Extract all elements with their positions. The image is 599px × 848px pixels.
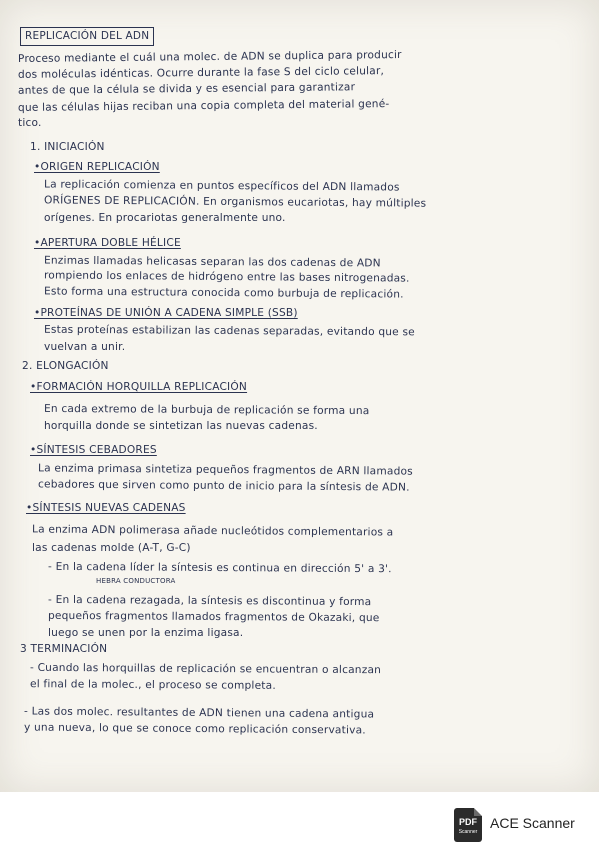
intro-line-3: antes de que la célula se divida y es esencial para garantizar	[17, 81, 356, 97]
item-text-proteinas-2: vuelvan a unir.	[44, 341, 126, 353]
section-2-heading: 2. ELONGACIÓN	[22, 360, 109, 372]
bullet-cadena-lider-note: HEBRA CONDUCTORA	[96, 577, 176, 585]
item-text-apertura-1: Enzimas llamadas helicasas separan las dos cadenas de ADN	[43, 254, 381, 270]
termination-bullet-1-line-2: el final de la molec., el proceso se completa.	[29, 678, 276, 692]
intro-line-5: tico.	[18, 117, 42, 129]
page-fold-icon	[474, 808, 482, 816]
item-text-horquilla-2: horquilla donde se sintetizan las nuevas cadenas.	[44, 420, 318, 432]
item-text-proteinas-1: Estas proteínas estabilizan las cadenas separadas, evitando que se	[43, 323, 415, 339]
bullet-rezagada-1: - En la cadena rezagada, la síntesis es discontinua y forma	[47, 593, 372, 609]
intro-line-2: dos moléculas idénticas. Ocurre durante la fase S del ciclo celular,	[17, 65, 385, 81]
item-text-apertura-2: rompiendo los enlaces de hidrógeno entre las bases nitrogenadas.	[43, 269, 410, 285]
item-text-origen-2: ORÍGENES DE REPLICACIÓN. En organismos eucariotas, hay múltiples	[43, 194, 427, 210]
bullet-rezagada-3: luego se unen por la enzima ligasa.	[48, 627, 244, 639]
bullet-cadena-lider: - En la cadena líder la síntesis es continua en dirección 5' a 3'.	[47, 560, 392, 576]
termination-bullet-2-line-1: - Las dos molec. resultantes de ADN tienen una cadena antigua	[23, 705, 375, 721]
intro-line-1: Proceso mediante el cuál una molec. de ADN se duplica para producir	[17, 48, 402, 66]
bullet-rezagada-2: pequeños fragmentos llamados fragmentos de Okazaki, que	[47, 609, 380, 625]
item-title-origen: •ORIGEN REPLICACIÓN	[34, 161, 160, 173]
item-text-sintesis-2: las cadenas molde (A-T, G-C)	[32, 542, 191, 554]
item-text-apertura-3: Esto forma una estructura conocida como burbuja de replicación.	[43, 285, 404, 301]
section-3-heading: 3 TERMINACIÓN	[20, 643, 108, 655]
brand-name: ACE Scanner	[490, 815, 575, 831]
item-text-origen-3: orígenes. En procariotas generalmente uno.	[44, 212, 286, 224]
termination-bullet-2-line-2: y una nueva, lo que se conoce como replicación conservativa.	[23, 721, 366, 737]
logo-text: PDF	[459, 817, 477, 827]
item-text-cebadores-1: La enzima primasa sintetiza pequeños fragmentos de ARN llamados	[37, 462, 413, 478]
item-title-sintesis: •SÍNTESIS NUEVAS CADENAS	[26, 502, 186, 514]
item-text-origen-1: La replicación comienza en puntos específicos del ADN llamados	[43, 178, 400, 194]
item-title-cebadores: •SÍNTESIS CEBADORES	[30, 444, 157, 456]
item-text-cebadores-2: cebadores que sirven como punto de inicio para la síntesis de ADN.	[37, 478, 410, 494]
pdf-scanner-logo-icon	[454, 808, 482, 842]
item-text-sintesis-1: La enzima ADN polimerasa añade nucleótidos complementarios a	[31, 523, 394, 539]
logo-subtext: Scanner	[458, 829, 478, 835]
item-text-horquilla-1: En cada extremo de la burbuja de replicación se forma una	[43, 402, 370, 418]
intro-line-4: que las células hijas reciban una copia completa del material gené-	[17, 98, 390, 114]
termination-bullet-1-line-1: - Cuando las horquillas de replicación se encuentran o alcanzan	[29, 661, 382, 677]
document-title: REPLICACIÓN DEL ADN	[20, 27, 154, 46]
item-title-proteinas: •PROTEÍNAS DE UNIÓN A CADENA SIMPLE (SSB)	[34, 307, 298, 319]
item-title-horquilla: •FORMACIÓN HORQUILLA REPLICACIÓN	[30, 381, 248, 393]
item-title-apertura: •APERTURA DOBLE HÉLICE	[34, 237, 181, 249]
section-1-heading: 1. INICIACIÓN	[30, 141, 105, 153]
